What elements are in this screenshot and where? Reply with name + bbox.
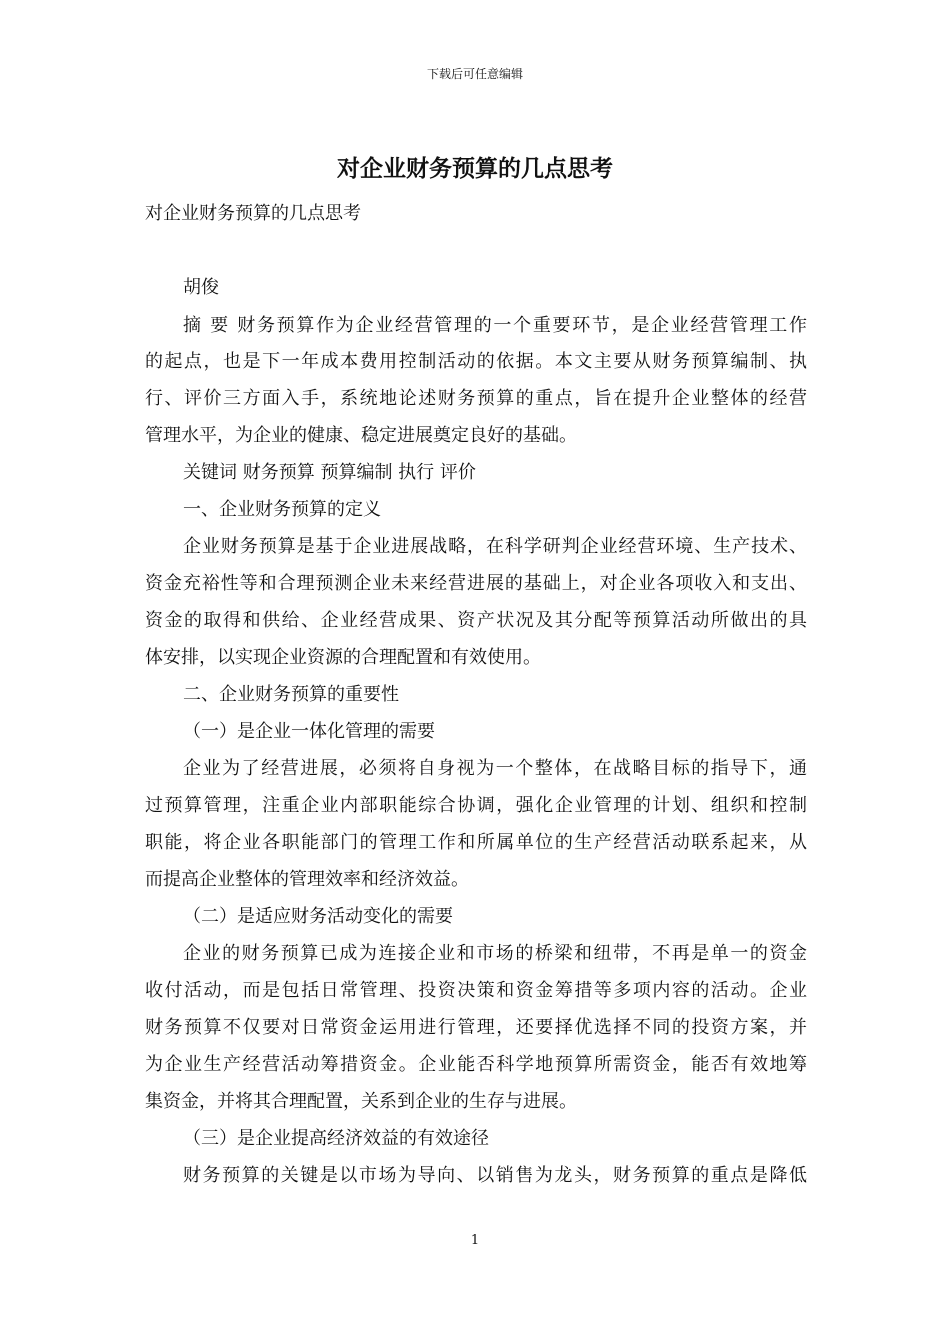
abstract-line: 的起点，也是下一年成本费用控制活动的依据。本文主要从财务预算编制、执 xyxy=(145,351,807,372)
paragraph-line: 为企业生产经营活动筹措资金。企业能否科学地预算所需资金，能否有效地筹 xyxy=(145,1054,807,1075)
page-header-note: 下载后可任意编辑 xyxy=(426,67,523,81)
abstract-line: 摘 要 财务预算作为企业经营管理的一个重要环节，是企业经营管理工作 xyxy=(183,315,807,336)
page-number: 1 xyxy=(470,1233,480,1248)
paragraph-line: 财务预算不仅要对日常资金运用进行管理，还要择优选择不同的投资方案，并 xyxy=(145,1017,807,1038)
paragraph-line: 财务预算的关键是以市场为导向、以销售为龙头，财务预算的重点是降低 xyxy=(183,1165,807,1186)
subsection-heading: （三）是企业提高经济效益的有效途径 xyxy=(183,1128,489,1149)
subsection-heading: （一）是企业一体化管理的需要 xyxy=(183,721,435,742)
subsection-heading: （二）是适应财务活动变化的需要 xyxy=(183,906,453,927)
subtitle-line: 对企业财务预算的几点思考 xyxy=(145,203,361,224)
paragraph-line: 收付活动，而是包括日常管理、投资决策和资金筹措等多项内容的活动。企业 xyxy=(145,980,807,1001)
paragraph-line: 资金的取得和供给、企业经营成果、资产状况及其分配等预算活动所做出的具 xyxy=(145,610,807,631)
document-title: 对企业财务预算的几点思考 xyxy=(337,155,613,182)
keywords-line: 关键词 财务预算 预算编制 执行 评价 xyxy=(183,462,476,483)
paragraph-line: 而提高企业整体的管理效率和经济效益。 xyxy=(145,869,469,890)
paragraph-line: 集资金，并将其合理配置，关系到企业的生存与进展。 xyxy=(145,1091,577,1112)
section-heading: 一、企业财务预算的定义 xyxy=(183,499,381,520)
abstract-line: 管理水平，为企业的健康、稳定进展奠定良好的基础。 xyxy=(145,425,577,446)
paragraph-line: 企业的财务预算已成为连接企业和市场的桥梁和纽带，不再是单一的资金 xyxy=(183,943,807,964)
paragraph-line: 过预算管理，注重企业内部职能综合协调，强化企业管理的计划、组织和控制 xyxy=(145,795,807,816)
author-line: 胡俊 xyxy=(183,277,219,298)
abstract-line: 行、评价三方面入手，系统地论述财务预算的重点，旨在提升企业整体的经营 xyxy=(145,388,807,409)
paragraph-line: 资金充裕性等和合理预测企业未来经营进展的基础上，对企业各项收入和支出、 xyxy=(145,573,807,594)
paragraph-line: 企业为了经营进展，必须将自身视为一个整体，在战略目标的指导下，通 xyxy=(183,758,807,779)
paragraph-line: 体安排，以实现企业资源的合理配置和有效使用。 xyxy=(145,647,541,668)
section-heading: 二、企业财务预算的重要性 xyxy=(183,684,399,705)
paragraph-line: 职能，将企业各职能部门的管理工作和所属单位的生产经营活动联系起来，从 xyxy=(145,832,807,853)
paragraph-line: 企业财务预算是基于企业进展战略，在科学研判企业经营环境、生产技术、 xyxy=(183,536,807,557)
